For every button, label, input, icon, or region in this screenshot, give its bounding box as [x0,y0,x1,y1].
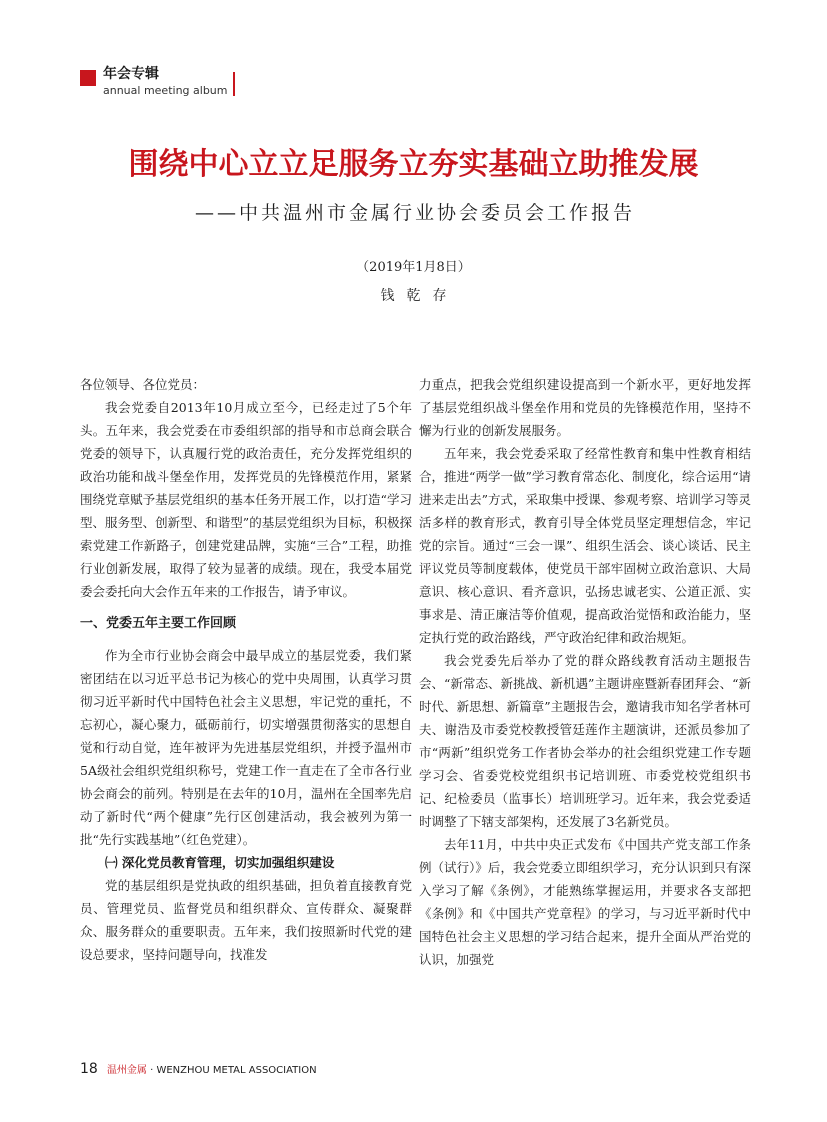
section-title: 年会专辑 [103,66,159,82]
paragraph: 作为全市行业协会商会中最早成立的基层党委，我们紧密团结在以习近平总书记为核心的党中央周围，认真学习贯彻习近平新时代中国特色社会主义思想，牢记党的重托，不忘初心，凝心聚力，砥砺前行，切实增强贯彻落实的思想自觉和行动自觉，连年被评为先进基层党组织，并授予温州市5A级社会组织党组织称号，党建工作一直走在了全市各行业协会商会的前列。特别是在去年的10月，温州在全国率先启动了新时代“两个健康”先行区创建活动，我会被列为第一批“先行实践基地”（红色党建）。 [80,648,412,847]
paragraph: 党的基层组织是党执政的组织基础，担负着直接教育党员、管理党员、监督党员和组织群众、宣传群众、凝聚群众、服务群众的重要职责。五年来，我们按照新时代党的建设总要求，坚持问题导向，找准发 [80,878,412,962]
article-title: 围绕中心立立足服务立夯实基础立助推发展 [128,147,699,182]
section-marker [80,70,96,86]
left-column [80,373,412,966]
magazine-english-name: · WENZHOU METAL ASSOCIATION [146,1065,317,1076]
paragraph: 去年11月，中共中央正式发布《中国共产党支部工作条例（试行）》后，我会党委立即组织学习，充分认识到只有深入学习了解《条例》，才能熟练掌握运用，并要求各支部把《条例》和《中国共产党章程》的学习，与习近平新时代中国特色社会主义思想的学习结合起来，提升全面从严治党的认识，加强党 [419,837,751,967]
paragraph-continued: 力重点，把我会党组织建设提高到一个新水平，更好地发挥了基层党组织战斗堡垒作用和党员的先锋模范作用，坚持不懈为行业的创新发展服务。 [419,377,751,438]
section-heading: 一、党委五年主要工作回顾 [80,616,237,631]
magazine-name: 温州金属 [106,1065,147,1076]
subsection-heading: ㈠ 深化党员教育管理，切实加强组织建设 [105,855,335,870]
section-subtitle: annual meeting album [103,84,228,97]
right-column [419,373,751,971]
paragraph: 我会党委先后举办了党的群众路线教育活动主题报告会、“新常态、新挑战、新机遇”主题讲座暨新春团拜会、“新时代、新思想、新篇章”主题报告会，邀请我市知名学者林可夫、谢浩及市委党校教授管廷莲作主题演讲，还派员参加了市“两新”组织党务工作者协会举办的社会组织党建工作专题学习会、省委党校党组织书记培训班、市委党校党组织书记、纪检委员（监事长）培训班学习。近年来，我会党委适时调整了下辖支部架构，还发展了3名新党员。 [419,653,751,829]
paragraph: 五年来，我会党委采取了经常性教育和集中性教育相结合，推进“两学一做”学习教育常态化、制度化，综合运用“请进来走出去”方式，采取集中授课、参观考察、培训学习等灵活多样的教育形式，教育引导全体党员坚定理想信念，牢记党的宗旨。通过“三会一课”、组织生活会、谈心谈话、民主评议党员等制度载体，使党员干部牢固树立政治意识、大局意识、核心意识、看齐意识，弘扬忠诚老实、公道正派、实事求是、清正廉洁等价值观，提高政治觉悟和政治能力，坚定执行党的政治路线，严守政治纪律和政治规矩。 [419,446,751,645]
greeting: 各位领导、各位党员： [80,377,206,392]
page-number: 18 [80,1061,98,1077]
page-footer [80,1060,317,1079]
section-divider [233,72,235,96]
paragraph: 我会党委自2013年10月成立至今，已经走过了5个年头。五年来，我会党委在市委组织部的指导和市总商会联合党委的领导下，认真履行党的政治责任，充分发挥党组织的政治功能和战斗堡垒作用，发挥党员的先锋模范作用，紧紧围绕党章赋予基层党组织的基本任务开展工作，以打造“学习型、服务型、创新型、和谐型”的基层党组织为目标，积极探索党建工作新路子，创建党建品牌，实施“三合”工程，助推行业创新发展，取得了较为显著的成绩。现在，我受本届党委会委托向大会作五年来的工作报告，请予审议。 [80,400,412,599]
article-author: 钱乾存 [380,288,459,304]
article-subtitle: ——中共温州市金属行业协会委员会工作报告 [195,202,636,224]
article-date: （2019年1月8日） [356,260,471,275]
